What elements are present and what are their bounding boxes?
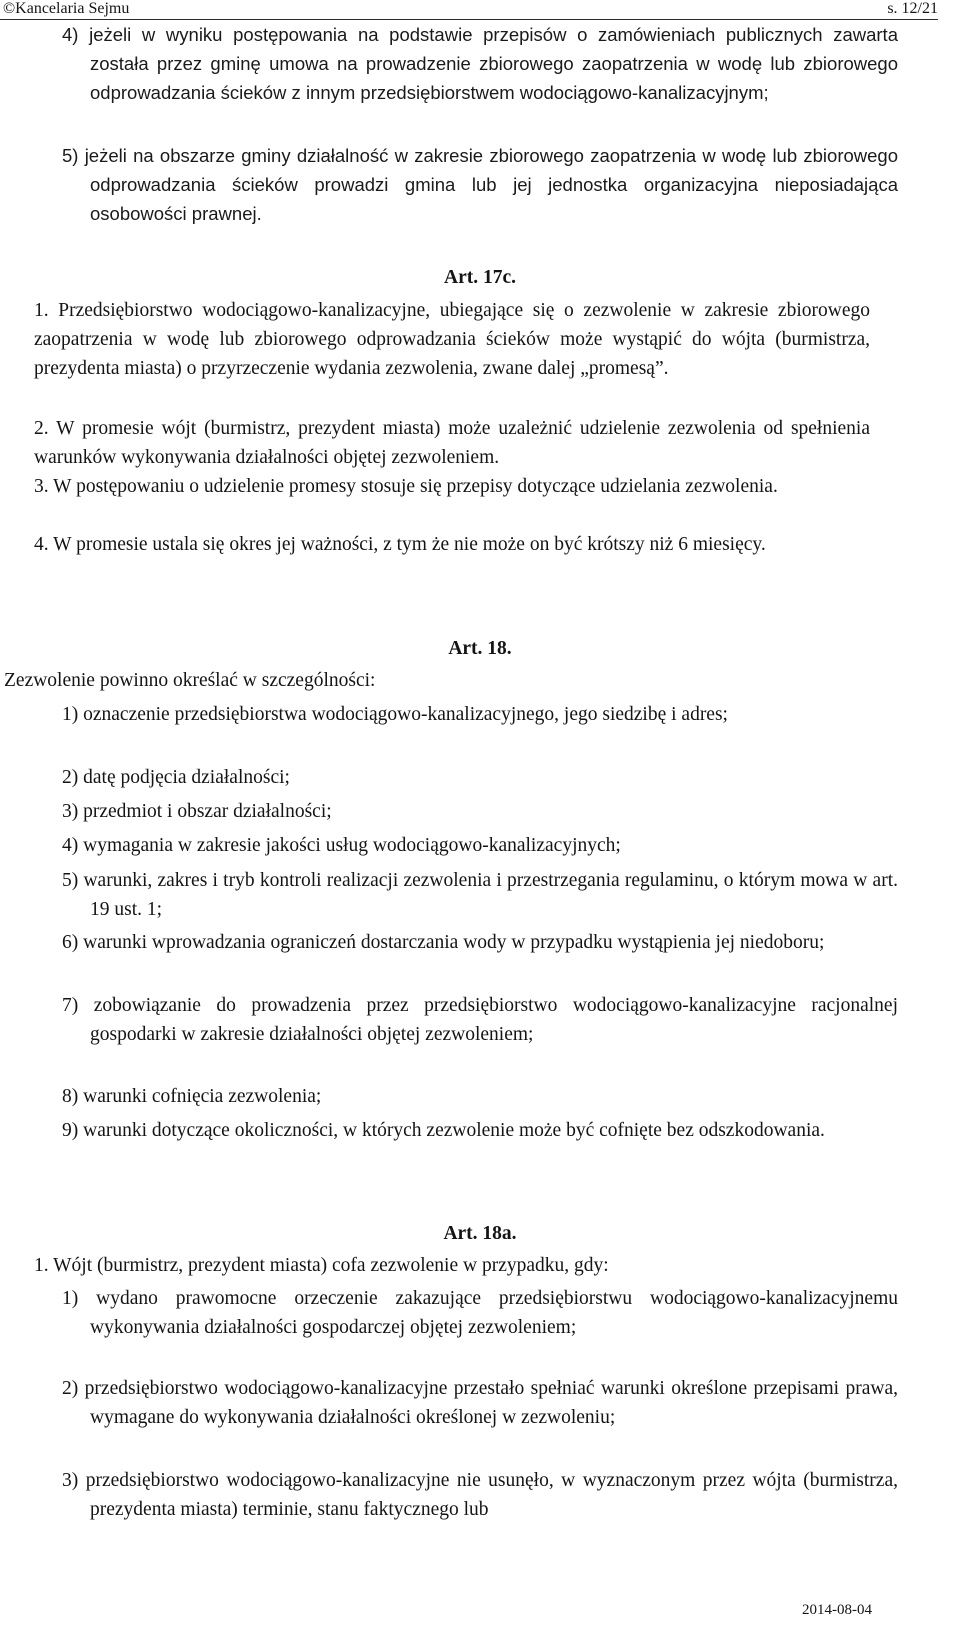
art-18a-heading: Art. 18a. — [443, 1223, 517, 1244]
item-4: 4) jeżeli w wyniku postępowania na podstawie przepisów o zamówieniach publicznych zawarta została przez gminę umowa na prowadzenie zbiorowego zaopatrzenia w wodę lub zbiorowego odprowadzania ścieków z innym przedsiębiorstwem wodociągowo-kanalizacyjnym; — [62, 24, 898, 103]
art-18-point-9: 9) warunki dotyczące okoliczności, w których zezwolenie może być cofnięte bez odszkodowania. — [62, 1120, 825, 1141]
art-17c-ust-2: 2. W promesie wójt (burmistrz, prezydent miasta) może uzależnić udzielenie zezwolenia od spełnienia warunków wykonywania działalności objętej zezwoleniem. — [34, 418, 870, 468]
art-18a-point-3: 3) przedsiębiorstwo wodociągowo-kanalizacyjne nie usunęło, w wyznaczonym przez wójta (burmistrza, prezydenta miasta) terminie, stanu faktycznego lub — [62, 1470, 898, 1520]
art-18-point-4: 4) wymagania w zakresie jakości usług wodociągowo-kanalizacyjnych; — [62, 835, 621, 856]
art-18a-point-1: 1) wydano prawomocne orzeczenie zakazujące przedsiębiorstwu wodociągowo-kanalizacyjnemu wykonywania działalności gospodarczej objętej zezwoleniem; — [62, 1288, 898, 1338]
art-17c-ust-4: 4. W promesie ustala się okres jej ważności, z tym że nie może on być krótszy niż 6 miesięcy. — [34, 534, 766, 555]
art-18a-point-2: 2) przedsiębiorstwo wodociągowo-kanalizacyjne przestało spełniać warunki określone przepisami prawa, wymagane do wykonywania działalności określonej w zezwoleniu; — [62, 1378, 898, 1428]
art-18-point-8: 8) warunki cofnięcia zezwolenia; — [62, 1086, 322, 1107]
art-18-point-3: 3) przedmiot i obszar działalności; — [62, 801, 332, 822]
art-18-point-5: 5) warunki, zakres i tryb kontroli realizacji zezwolenia i przestrzegania regulaminu, o którym mowa w art. 19 ust. 1; — [62, 870, 898, 920]
art-17c-heading: Art. 17c. — [443, 267, 516, 288]
art-18-point-6: 6) warunki wprowadzania ograniczeń dostarczania wody w przypadku wystąpienia jej niedoboru; — [62, 932, 825, 953]
footer-date: 2014-08-04 — [802, 1602, 872, 1618]
publisher-label: ©Kancelaria Sejmu — [3, 0, 130, 17]
item-5: 5) jeżeli na obszarze gminy działalność w zakresie zbiorowego zaopatrzenia w wodę lub zbiorowego odprowadzania ścieków prowadzi gmina lub jej jednostka organizacyjna nieposiadająca osobowości prawnej. — [62, 145, 898, 224]
art-18-intro: Zezwolenie powinno określać w szczególności: — [4, 670, 376, 691]
art-17c-ust-3: 3. W postępowaniu o udzielenie promesy stosuje się przepisy dotyczące udzielania zezwolenia. — [34, 476, 778, 497]
art-18-point-7: 7) zobowiązanie do prowadzenia przez przedsiębiorstwo wodociągowo-kanalizacyjne racjonalnej gospodarki w zakresie działalności objętej zezwoleniem; — [62, 995, 898, 1045]
art-17c-ust-1: 1. Przedsiębiorstwo wodociągowo-kanalizacyjne, ubiegające się o zezwolenie w zakresie zbiorowego zaopatrzenia w wodę lub zbiorowego odprowadzania ścieków może wystąpić do wójta (burmistrza, prezydenta miasta) o przyrzeczenie wydania zezwolenia, zwane dalej „promesą”. — [34, 300, 870, 379]
page-number: s. 12/21 — [887, 0, 938, 17]
art-18a-ust-1: 1. Wójt (burmistrz, prezydent miasta) cofa zezwolenie w przypadku, gdy: — [34, 1255, 609, 1276]
art-18-point-1: 1) oznaczenie przedsiębiorstwa wodociągowo-kanalizacyjnego, jego siedzibę i adres; — [62, 704, 728, 725]
art-18-point-2: 2) datę podjęcia działalności; — [62, 767, 290, 788]
page-header — [0, 0, 938, 22]
art-18-heading: Art. 18. — [448, 638, 512, 659]
